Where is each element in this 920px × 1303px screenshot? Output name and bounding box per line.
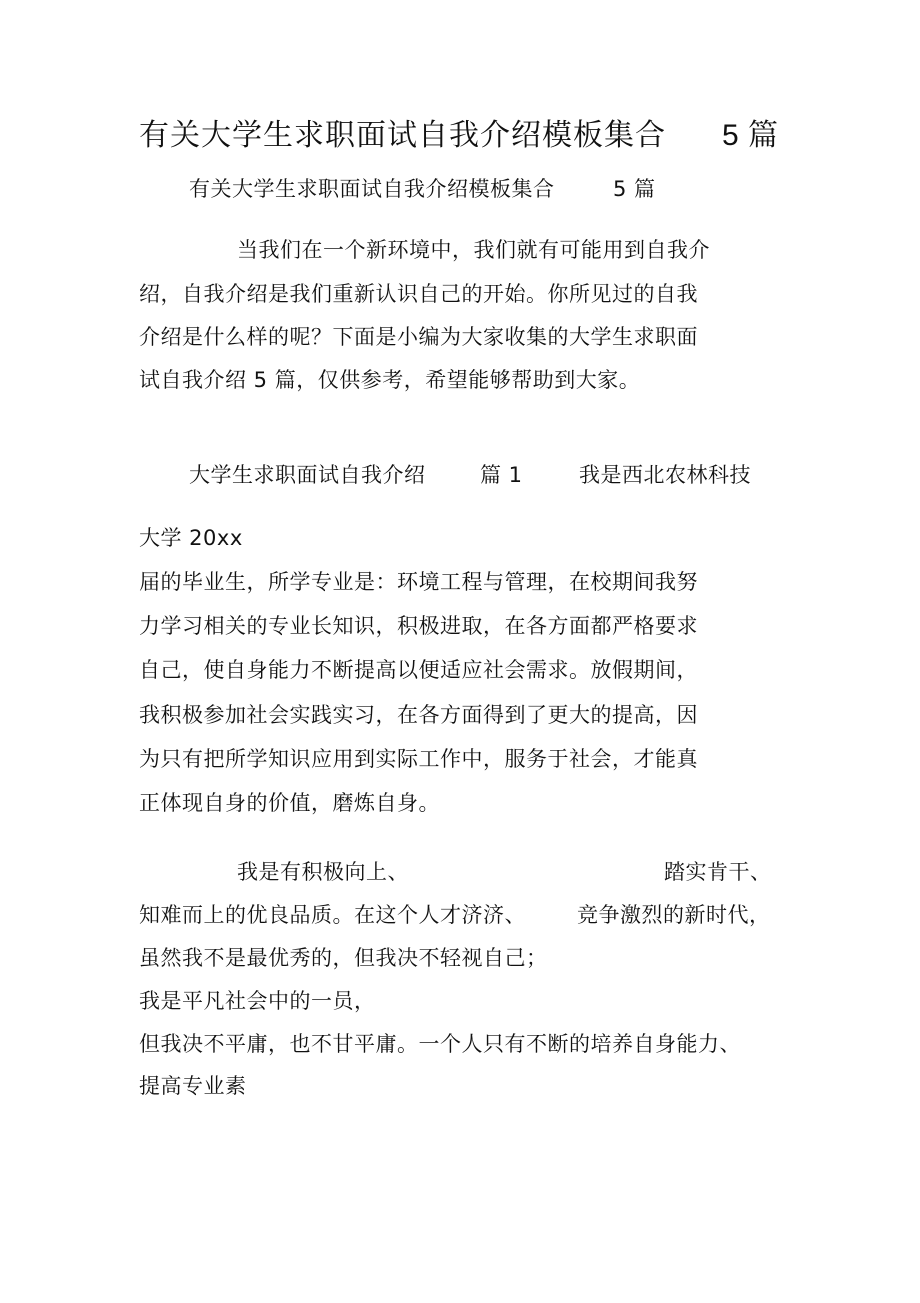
intro-line: 当我们在一个新环境中，我们就有可能用到自我介 xyxy=(237,238,710,262)
section1-body-line: 力学习相关的专业长知识，积极进取，在各方面都严格要求 xyxy=(139,614,698,638)
section1-label: 篇 1 xyxy=(480,463,523,487)
section1-line2: 大学 20xx xyxy=(139,526,243,550)
section2-line2-left: 知难而上的优良品质。在这个人才济济、 xyxy=(139,903,526,927)
section1-body-line: 自己，使自身能力不断提高以便适应社会需求。放假期间， xyxy=(139,658,698,682)
intro-line: 绍，自我介绍是我们重新认识自己的开始。你所见过的自我 xyxy=(139,282,698,306)
section2-body-line: 我是平凡社会中的一员， xyxy=(139,989,376,1013)
section1-body-line: 我积极参加社会实践实习，在各方面得到了更大的提高，因 xyxy=(139,703,698,727)
intro-line: 试自我介绍 5 篇，仅供参考，希望能够帮助到大家。 xyxy=(139,368,641,392)
section1-body-line: 正体现自身的价值，磨炼自身。 xyxy=(139,791,440,815)
section2-body-line: 提高专业素 xyxy=(139,1074,247,1098)
section1-heading: 大学生求职面试自我介绍 xyxy=(189,463,426,487)
intro-line: 介绍是什么样的呢？下面是小编为大家收集的大学生求职面 xyxy=(139,325,698,349)
document-title-count: 5 篇 xyxy=(722,119,779,152)
section1-lead: 我是西北农林科技 xyxy=(579,463,751,487)
document-subtitle: 有关大学生求职面试自我介绍模板集合 xyxy=(189,177,555,201)
document-title: 有关大学生求职面试自我介绍模板集合 xyxy=(139,118,666,153)
document-subtitle-count: 5 篇 xyxy=(613,177,656,201)
section2-line1-left: 我是有积极向上、 xyxy=(237,860,409,884)
section2-body-line: 虽然我不是最优秀的，但我决不轻视自己； xyxy=(139,946,548,970)
section2-line1-right: 踏实肯干、 xyxy=(664,860,772,884)
section1-body-line: 为只有把所学知识应用到实际工作中，服务于社会，才能真 xyxy=(139,747,698,771)
section1-body-line: 届的毕业生，所学专业是：环境工程与管理，在校期间我努 xyxy=(139,570,698,594)
section2-body-line: 但我决不平庸，也不甘平庸。一个人只有不断的培养自身能力、 xyxy=(139,1032,741,1056)
section2-line2-right: 竞争激烈的新时代， xyxy=(577,903,771,927)
